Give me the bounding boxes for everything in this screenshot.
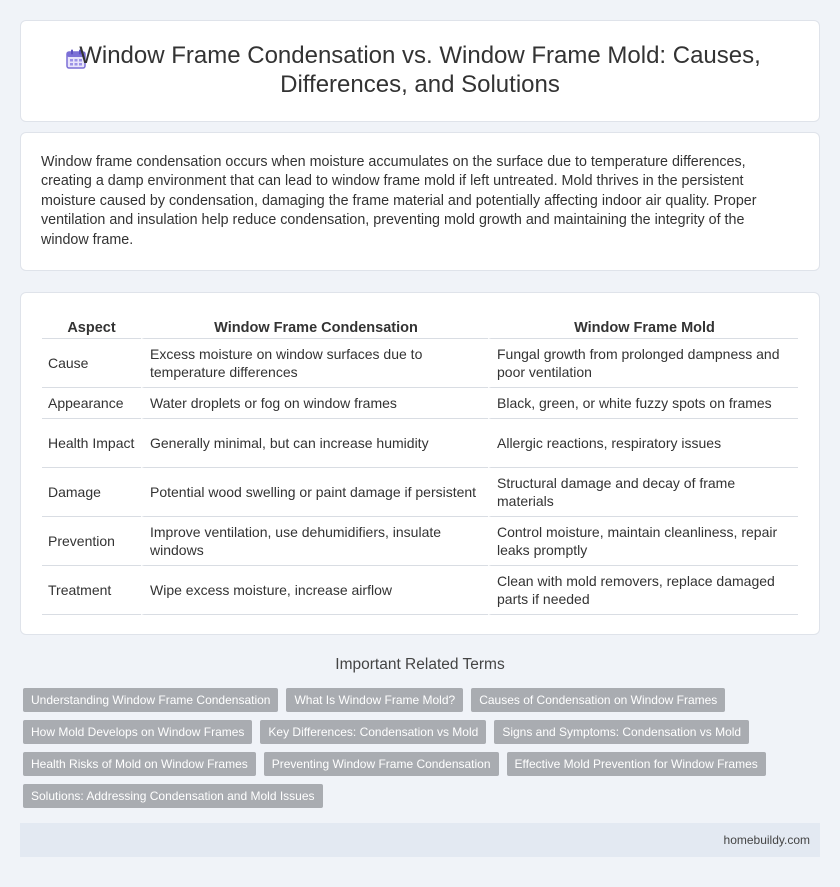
mold-cell: Control moisture, maintain cleanliness, repair leaks promptly (488, 517, 798, 566)
related-term-tag[interactable]: Solutions: Addressing Condensation and Mold Issues (23, 784, 323, 808)
related-term-tag[interactable]: Signs and Symptoms: Condensation vs Mold (494, 720, 749, 744)
aspect-cell: Damage (42, 468, 141, 517)
aspect-cell: Health Impact (42, 419, 141, 468)
comparison-table-card (20, 292, 820, 635)
related-terms-list (23, 688, 813, 816)
mold-cell: Clean with mold removers, replace damaged parts if needed (488, 566, 798, 615)
condensation-cell: Excess moisture on window surfaces due to temperature differences (141, 339, 488, 388)
footer (20, 823, 820, 857)
page-title: Window Frame Condensation vs. Window Frame Mold: Causes, Differences, and Solutions (79, 42, 761, 98)
table-row (42, 419, 798, 468)
condensation-cell: Improve ventilation, use dehumidifiers, insulate windows (141, 517, 488, 566)
intro-paragraph: Window frame condensation occurs when moisture accumulates on the surface due to temperature differences, creating a damp environment that can lead to window frame mold if left untreated. Mold thrives in the persistent moisture caused by condensation, damaging the frame material and potentially affecting indoor air quality. Proper ventilation and insulation help reduce condensation, preventing mold growth and maintaining the integrity of the window frame. (41, 154, 757, 248)
table-row (42, 566, 798, 615)
comparison-table (42, 315, 798, 615)
related-term-tag[interactable]: Key Differences: Condensation vs Mold (260, 720, 486, 744)
header-condensation: Window Frame Condensation (141, 315, 488, 339)
table-row (42, 517, 798, 566)
mold-cell: Structural damage and decay of frame materials (488, 468, 798, 517)
related-term-tag[interactable]: What Is Window Frame Mold? (286, 688, 463, 712)
header-aspect: Aspect (42, 315, 141, 339)
aspect-cell: Treatment (42, 566, 141, 615)
header-mold: Window Frame Mold (488, 315, 798, 339)
aspect-cell: Appearance (42, 388, 141, 419)
related-term-tag[interactable]: Effective Mold Prevention for Window Frames (507, 752, 766, 776)
table-header-row (42, 315, 798, 339)
condensation-cell: Wipe excess moisture, increase airflow (141, 566, 488, 615)
mold-cell: Fungal growth from prolonged dampness and poor ventilation (488, 339, 798, 388)
related-term-tag[interactable]: How Mold Develops on Window Frames (23, 720, 252, 744)
table-row (42, 468, 798, 517)
mold-cell: Black, green, or white fuzzy spots on frames (488, 388, 798, 419)
related-terms-title: Important Related Terms (335, 656, 505, 673)
related-term-tag[interactable]: Causes of Condensation on Window Frames (471, 688, 725, 712)
footer-site-link[interactable]: homebuildy.com (723, 833, 810, 847)
mold-cell: Allergic reactions, respiratory issues (488, 419, 798, 468)
table-row (42, 339, 798, 388)
table-row (42, 388, 798, 419)
aspect-cell: Prevention (42, 517, 141, 566)
intro-card (20, 132, 820, 271)
header-card (20, 20, 820, 122)
aspect-cell: Cause (42, 339, 141, 388)
condensation-cell: Generally minimal, but can increase humidity (141, 419, 488, 468)
related-term-tag[interactable]: Understanding Window Frame Condensation (23, 688, 278, 712)
condensation-cell: Water droplets or fog on window frames (141, 388, 488, 419)
condensation-cell: Potential wood swelling or paint damage if persistent (141, 468, 488, 517)
related-term-tag[interactable]: Health Risks of Mold on Window Frames (23, 752, 256, 776)
related-term-tag[interactable]: Preventing Window Frame Condensation (264, 752, 499, 776)
